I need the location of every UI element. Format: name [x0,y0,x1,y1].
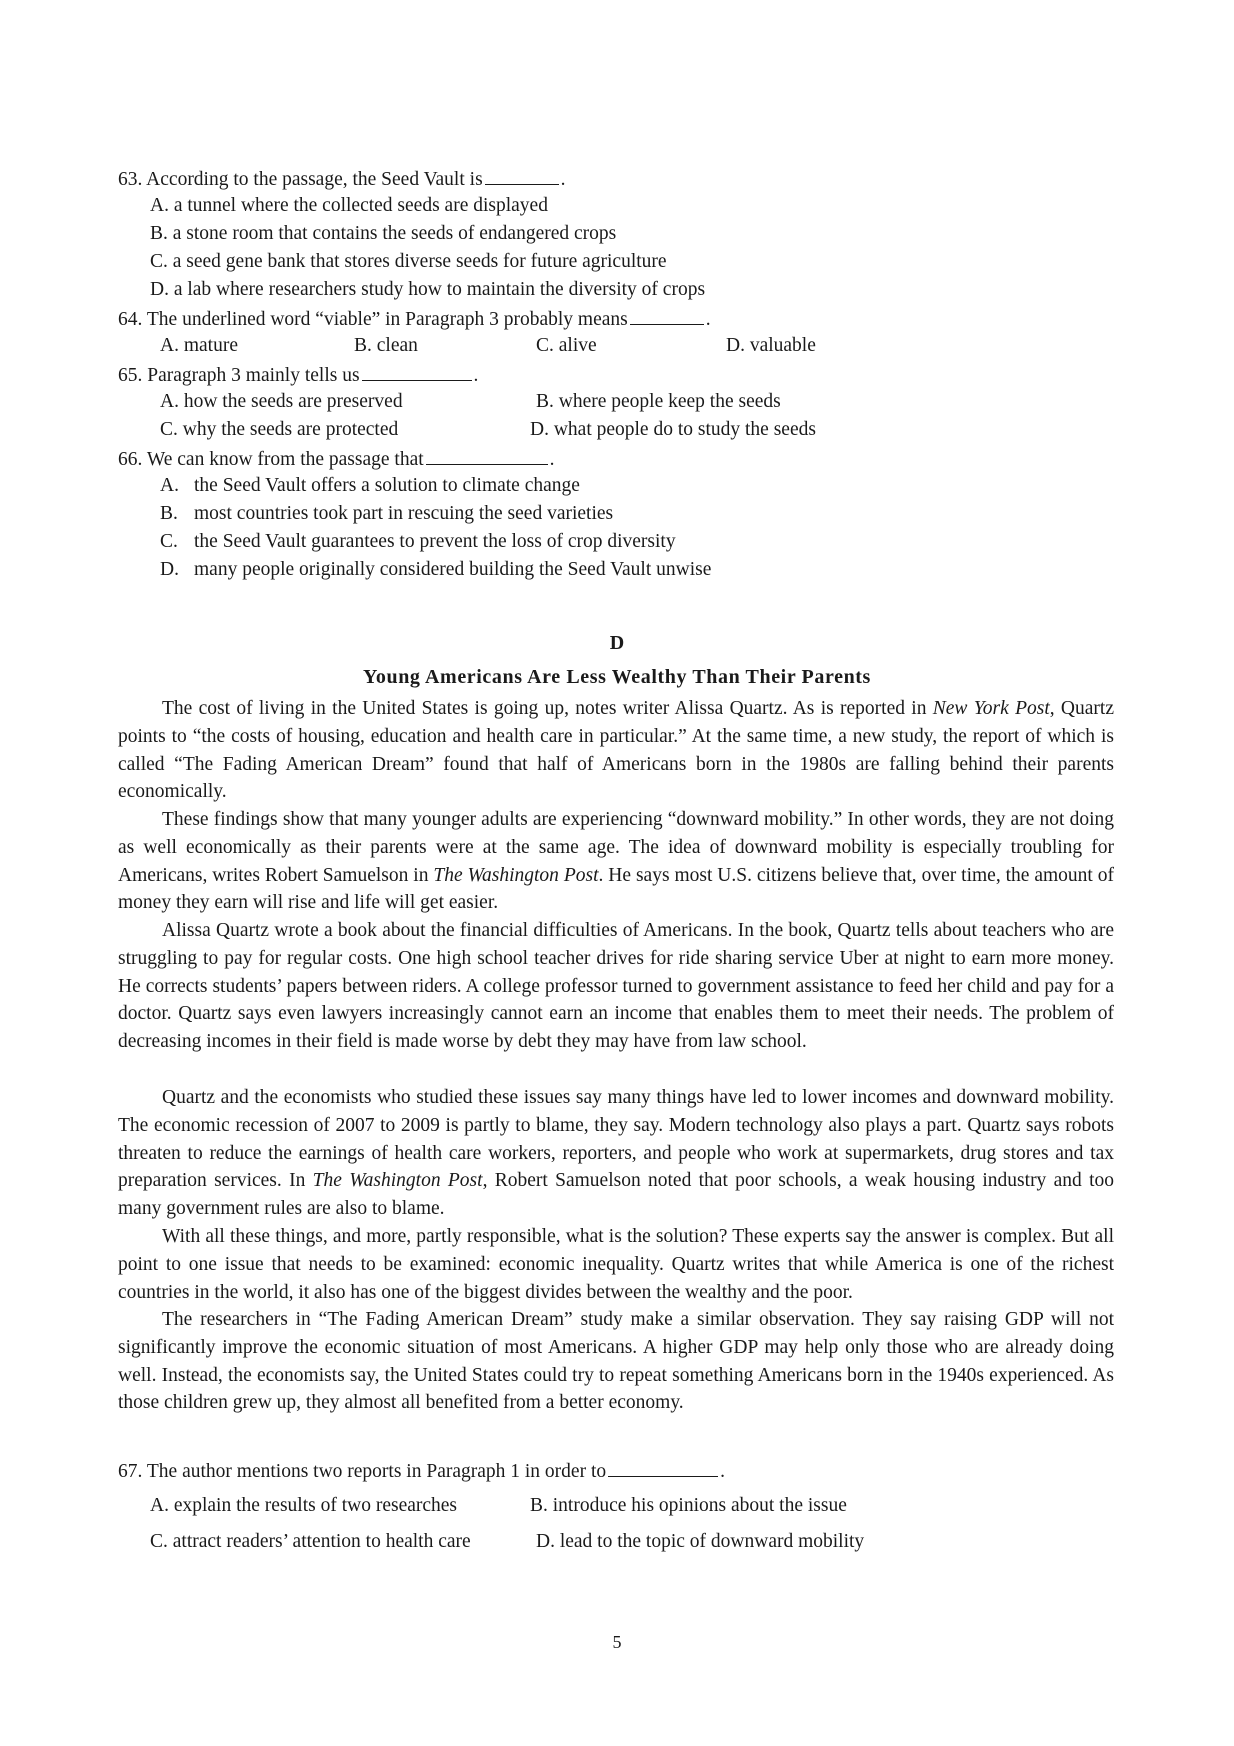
question-67-option-a: A. explain the results of two researches [150,1495,458,1516]
question-65-option-b: B. where people keep the seeds [536,391,781,412]
question-63-option-b: B. a stone room that contains the seeds of endangered crops [150,223,617,244]
answer-blank [630,304,704,325]
question-66-stem: 66. We can know from the passage that . [118,444,555,474]
question-64-option-a: A. mature [160,335,238,356]
question-63-option-c: C. a seed gene bank that stores diverse seeds for future agriculture [150,251,667,272]
question-65-option-d: D. what people do to study the seeds [530,419,816,440]
question-64-option-b: B. clean [354,335,418,356]
passage-title: Young Americans Are Less Wealthy Than Their Parents [363,666,871,688]
question-66-option-d: D. many people originally considered building the Seed Vault unwise [160,559,712,580]
question-66-option-c: C. the Seed Vault guarantees to prevent the loss of crop diversity [160,531,676,552]
passage-paragraph-2: These findings show that many younger adults are experiencing “downward mobility.” In other words, they are not doing as well economically as their parents were at the same age. The idea of downward mobility is especially troubling for Americans, writes Robert Samuelson in The Washington Post. He says most U.S. citizens believe that, over time, the amount of money they earn will rise and life will get easier. [118,809,1114,914]
question-64-stem: 64. The underlined word “viable” in Paragraph 3 probably means . [118,304,711,334]
section-letter: D [609,632,625,654]
page-number: 5 [612,1632,622,1652]
question-63-option-a: A. a tunnel where the collected seeds are displayed [150,195,548,216]
question-66-option-a: A. the Seed Vault offers a solution to climate change [160,475,580,496]
question-64-option-c: C. alive [536,335,597,356]
answer-blank [608,1456,718,1477]
question-67-option-d: D. lead to the topic of downward mobility [536,1531,865,1552]
question-65-option-c: C. why the seeds are protected [160,419,399,440]
answer-blank [362,360,472,381]
question-63-option-d: D. a lab where researchers study how to maintain the diversity of crops [150,279,706,300]
passage-paragraph-6: The researchers in “The Fading American Dream” study make a similar observation. They say raising GDP will not significantly improve the economic situation of most Americans. A higher GDP may help only those who are already doing well. Instead, the economists say, the United States could try to repeat something Americans born in the 1940s experienced. As those children grew up, they almost all benefited from a better economy. [118,1309,1114,1414]
question-65-option-a: A. how the seeds are preserved [160,391,403,412]
question-67-option-b: B. introduce his opinions about the issue [530,1495,847,1516]
question-65-stem: 65. Paragraph 3 mainly tells us . [118,360,478,390]
passage-paragraph-3: Alissa Quartz wrote a book about the financial difficulties of Americans. In the book, Quartz tells about teachers who are struggling to pay for regular costs. One high school teacher drives for ride sharing service Uber at night to earn more money. He corrects students’ papers between riders. A college professor turned to government assistance to feed her child and pay for a doctor. Quartz says even lawyers increasingly cannot earn an income that enables them to meet their needs. The problem of decreasing incomes in their field is made worse by debt they may have from law school. [118,920,1114,1053]
answer-blank [485,164,559,185]
passage-paragraph-1: The cost of living in the United States is going up, notes writer Alissa Quartz. As is reported in New York Post, Quartz points to “the costs of housing, education and health care in particular.” At the same time, a new study, the report of which is called “The Fading American Dream” found that half of Americans born in the 1980s are falling behind their parents economically. [118,698,1114,803]
answer-blank [426,444,548,465]
passage-paragraph-4: Quartz and the economists who studied these issues say many things have led to lower incomes and downward mobility. The economic recession of 2007 to 2009 is partly to blame, they say. Modern technology also plays a part. Quartz says robots threaten to reduce the earnings of health care workers, reporters, and people who work at supermarkets, drug stores and tax preparation services. In The Washington Post, Robert Samuelson noted that poor schools, a weak housing industry and too many government rules are also to blame. [118,1087,1114,1220]
question-67-stem: 67. The author mentions two reports in Paragraph 1 in order to . [118,1456,725,1486]
question-63-stem: 63. According to the passage, the Seed Vault is . [118,164,566,194]
question-67-option-c: C. attract readers’ attention to health care [150,1531,471,1552]
passage-paragraph-5: With all these things, and more, partly responsible, what is the solution? These experts say the answer is complex. But all point to one issue that needs to be examined: economic inequality. Quartz writes that while America is one of the richest countries in the world, it also has one of the biggest divides between the wealthy and the poor. [118,1226,1114,1303]
question-66-option-b: B. most countries took part in rescuing the seed varieties [160,503,614,524]
question-64-option-d: D. valuable [726,335,816,356]
